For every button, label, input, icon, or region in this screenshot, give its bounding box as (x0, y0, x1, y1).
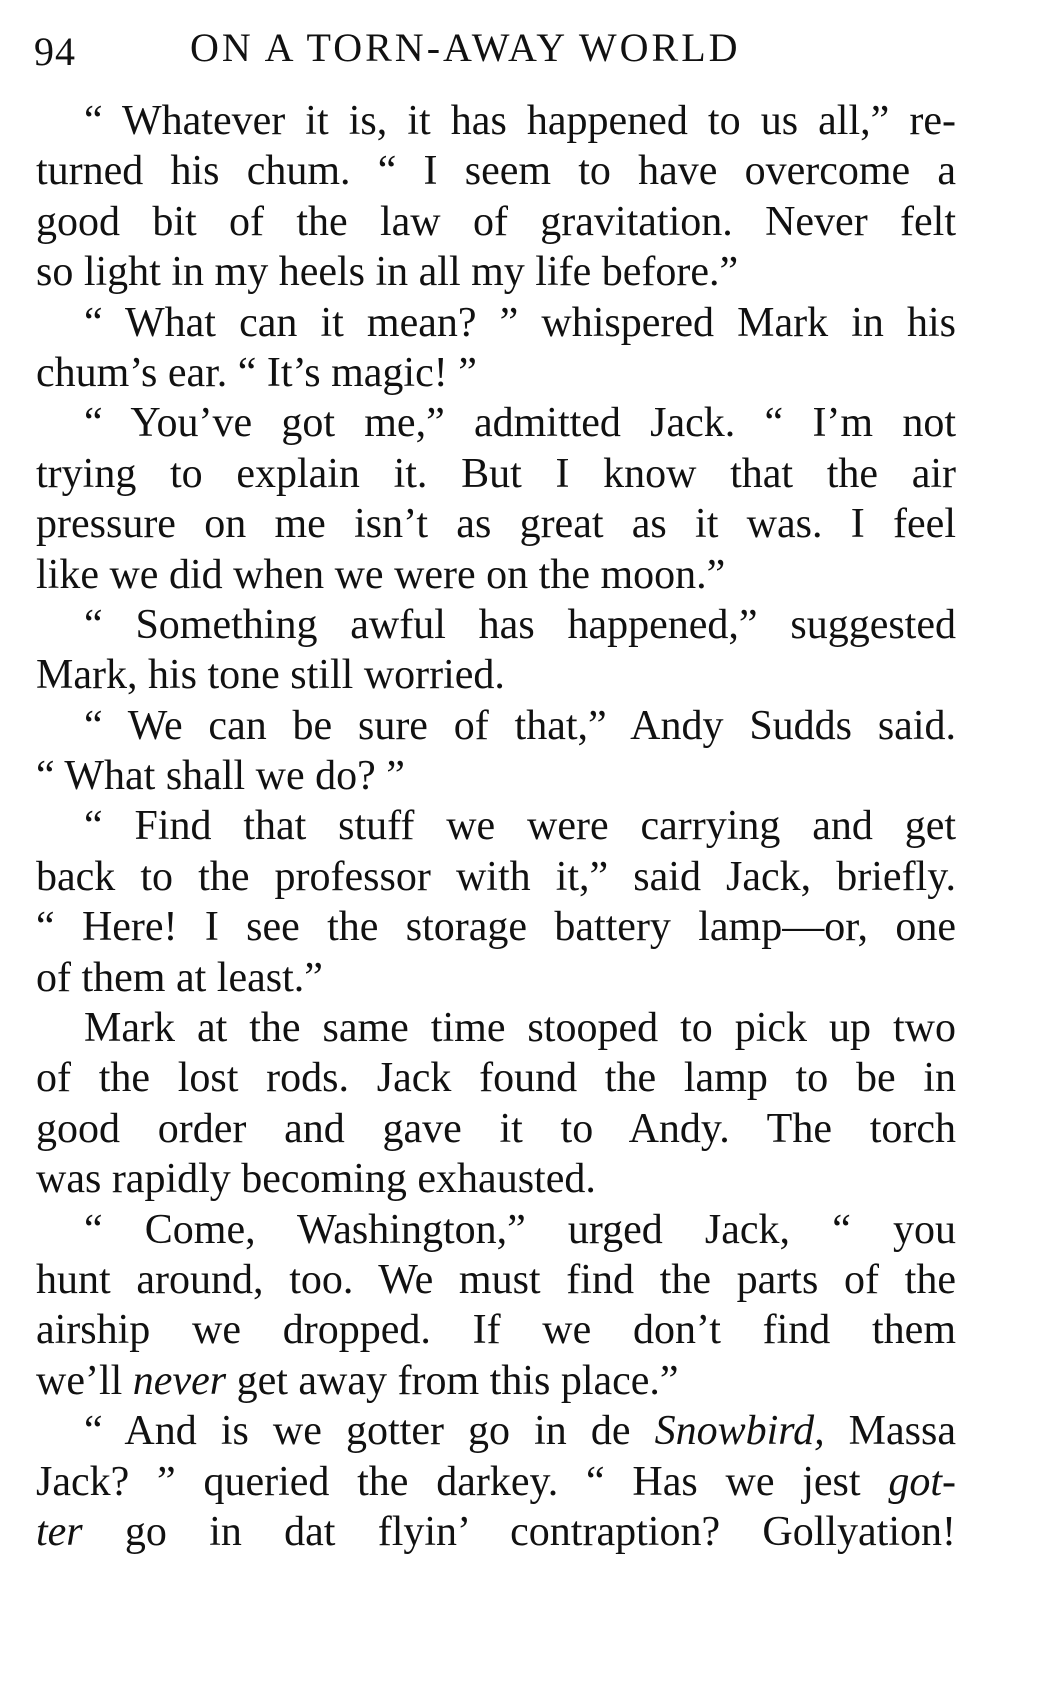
text-segment: Massa (824, 1408, 956, 1455)
text-segment: “ What can it mean? ” whispered Mark in his (84, 299, 956, 346)
text-segment: was rapidly becoming exhausted. (36, 1156, 596, 1203)
text-line (36, 1457, 956, 1507)
text-line (36, 1305, 956, 1355)
text-line (36, 650, 956, 700)
text-line (36, 1507, 956, 1557)
page-number: 94 (34, 29, 76, 74)
text-line (36, 701, 956, 751)
text-segment: we’ll (36, 1357, 133, 1404)
text-line (36, 1003, 956, 1053)
text-line (36, 801, 956, 851)
text-segment: go in dat flyin’ contraption? Gollyation! (82, 1508, 956, 1555)
text-line (36, 1104, 956, 1154)
italic-text: ter (36, 1508, 83, 1555)
text-line (36, 499, 956, 549)
text-segment: “ Come, Washington,” urged Jack, “ you (84, 1206, 956, 1253)
italic-text: never (132, 1357, 227, 1404)
text-line (36, 1255, 956, 1305)
text-segment: good order and gave it to Andy. The torch (36, 1105, 956, 1152)
text-segment: of them at least.” (36, 954, 323, 1001)
text-line (36, 298, 956, 348)
text-segment: trying to explain it. But I know that the air (36, 450, 956, 497)
text-line (36, 852, 956, 902)
text-segment: turned his chum. “ I seem to have overcome a (36, 148, 956, 195)
text-segment: hunt around, too. We must find the parts of the (36, 1256, 956, 1303)
text-line (36, 600, 956, 650)
italic-text: got- (888, 1458, 956, 1505)
text-line (36, 1406, 956, 1456)
text-segment: good bit of the law of gravitation. Never felt (36, 198, 956, 245)
text-line (36, 902, 956, 952)
text-segment: “ What shall we do? ” (36, 753, 405, 800)
running-head: ON A TORN-AWAY WORLD (190, 25, 741, 70)
text-segment: “ Here! I see the storage battery lamp—or, one (36, 904, 956, 951)
text-segment: chum’s ear. “ It’s magic! ” (36, 349, 477, 396)
text-segment: “ Whatever it is, it has happened to us all,” re- (84, 98, 956, 144)
text-segment: “ Find that stuff we were carrying and get (84, 803, 956, 850)
text-segment: Jack? ” queried the darkey. “ Has we jest (36, 1458, 889, 1505)
text-line (36, 1053, 956, 1103)
text-line (36, 1205, 956, 1255)
text-segment: Mark at the same time stooped to pick up two (84, 1005, 956, 1052)
text-line (36, 1154, 956, 1204)
text-line (36, 146, 956, 196)
text-segment: like we did when we were on the moon.” (36, 551, 726, 598)
text-segment: “ Something awful has happened,” suggested (84, 601, 956, 648)
page-header (34, 24, 954, 74)
text-segment: back to the professor with it,” said Jack, briefly. (36, 853, 956, 900)
text-segment: of the lost rods. Jack found the lamp to be in (36, 1055, 956, 1102)
text-segment: Mark, his tone still worried. (36, 652, 505, 699)
text-line (36, 96, 956, 146)
text-segment: so light in my heels in all my life before.” (36, 249, 739, 296)
body-text (36, 96, 956, 1557)
text-segment: airship we dropped. If we don’t find them (36, 1307, 956, 1354)
text-segment: get away from this place.” (226, 1357, 679, 1404)
italic-text: Snowbird, (654, 1408, 825, 1455)
text-line (36, 197, 956, 247)
text-line (36, 348, 956, 398)
text-line (36, 953, 956, 1003)
text-line (36, 247, 956, 297)
text-line (36, 398, 956, 448)
text-segment: “ And is we gotter go in de (84, 1408, 655, 1455)
text-line (36, 449, 956, 499)
text-line (36, 751, 956, 801)
text-line (36, 1356, 956, 1406)
text-line (36, 550, 956, 600)
text-segment: pressure on me isn’t as great as it was. I feel (36, 501, 956, 548)
text-segment: “ We can be sure of that,” Andy Sudds said. (84, 702, 956, 749)
text-segment: “ You’ve got me,” admitted Jack. “ I’m not (84, 400, 956, 447)
